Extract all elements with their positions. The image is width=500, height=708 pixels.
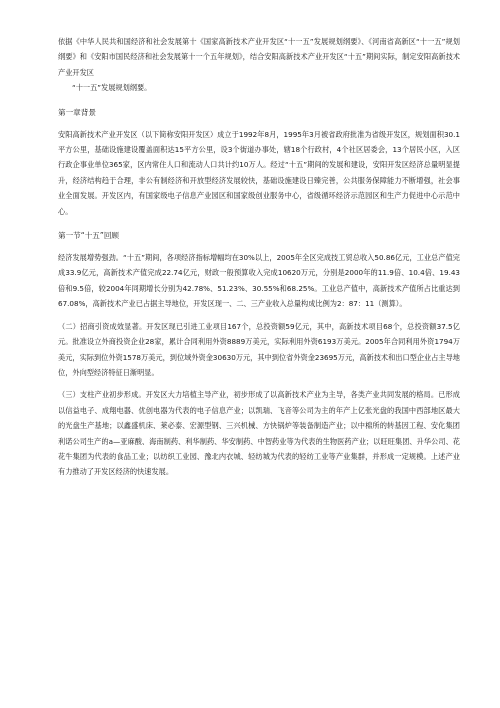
intro-paragraph: 依据《中华人民共和国经济和社会发展第十《国家高新技术产业开发区“十一五”发展规划纲要》、《河南省高新区“十一五”规划纲要》和《安阳市国民经济和社会发展第十一个五年规划》，结合安阳高新技术产业开发区“十五”期间实际，制定安阳高新技术产业开发区: [58, 37, 460, 77]
intro-subtitle: “十一五”发展规划纲要。: [72, 83, 152, 93]
industry-paragraph: （三）支柱产业初步形成。开发区大力培植主导产业，初步形成了以高新技术产业为主导，各类产业共同发展的格局。已形成以信益电子、成翔电器、优创电器为代表的电子信息产业；以凯瑞、飞音等公司为主的年产上亿张光盘的我国中西部地区最大的光盘生产基地；以鑫盛机床、莱必泰、宏源型钢、三兴机械、方快锅炉等装备制造产业；以中棉所的转基因工程、安化集团利诺公司生产的a—亚麻酸、海南制药、利华制药、华安制药、中智药业等为代表的生物医药产业；以旺旺集团、升华公司、花花牛集团为代表的食品工业；以纺织工业园、豫北内衣城、轻纺城为代表的轻纺工业等产业集群，并形成一定规模。上述产业有力推动了开发区经济的快速发展。: [58, 390, 460, 477]
section-title: 第一节“十五”回顾: [58, 231, 120, 241]
economy-paragraph: 经济发展增势强劲。“十五”期间，各项经济指标增幅均在30%以上，2005年全区完成技工贸总收入50.86亿元，工业总产值完成33.9亿元，高新技术产值完成22.74亿元，财政一般预算收入完成10620万元，分别是2000年的11.9倍、10.4倍、19.43倍和9.5倍，较2004年同期增长分别为42.78%、51.23%、30.55%和68.25%。工业总产值中，高新技术产值所占比重达到67.08%，高新技术产业已占据主导地位，开发区现一、二、三产业收入总量构成比例为2：87：11（测算）。: [58, 253, 460, 309]
background-paragraph: 安阳高新技术产业开发区（以下简称安阳开发区）成立于1992年8月，1995年3月被省政府批准为省级开发区，规划面积30.1平方公里，基础设施建设覆盖面积达15平方公里，设3个街道办事处，辖18个行政村，4个社区居委会，13个居民小区，入区行政企事业单位365家，区内常住人口和流动人口共计约10万人。经过“十五”期间的发展和建设，安阳开发区经济总量明显提升，经济结构趋于合理，非公有制经济和开放型经济发展较快，基础设施建设日臻完善，公共服务保障能力不断增强，社会事业全面发展。开发区内，有国家级电子信息产业园区和国家级创业服务中心，省级循环经济示范园区和生产力促进中心示范中心。: [58, 129, 460, 216]
chapter-title: 第一章背景: [58, 107, 96, 117]
investment-paragraph: （二）招商引资成效显著。开发区现已引进工业项目167个，总投资额59亿元，其中，高新技术项目68个，总投资额37.5亿元。批准设立外商投资企业28家，累计合同利用外资8889万美元，实际利用外资6193万美元。2005年合同利用外资1794万美元，实际到位外资1578万美元，到位域外资金30630万元，其中到位省外资金23695万元，高新技术和出口型企业占主导地位，外向型经济特征日渐明显。: [58, 321, 460, 377]
